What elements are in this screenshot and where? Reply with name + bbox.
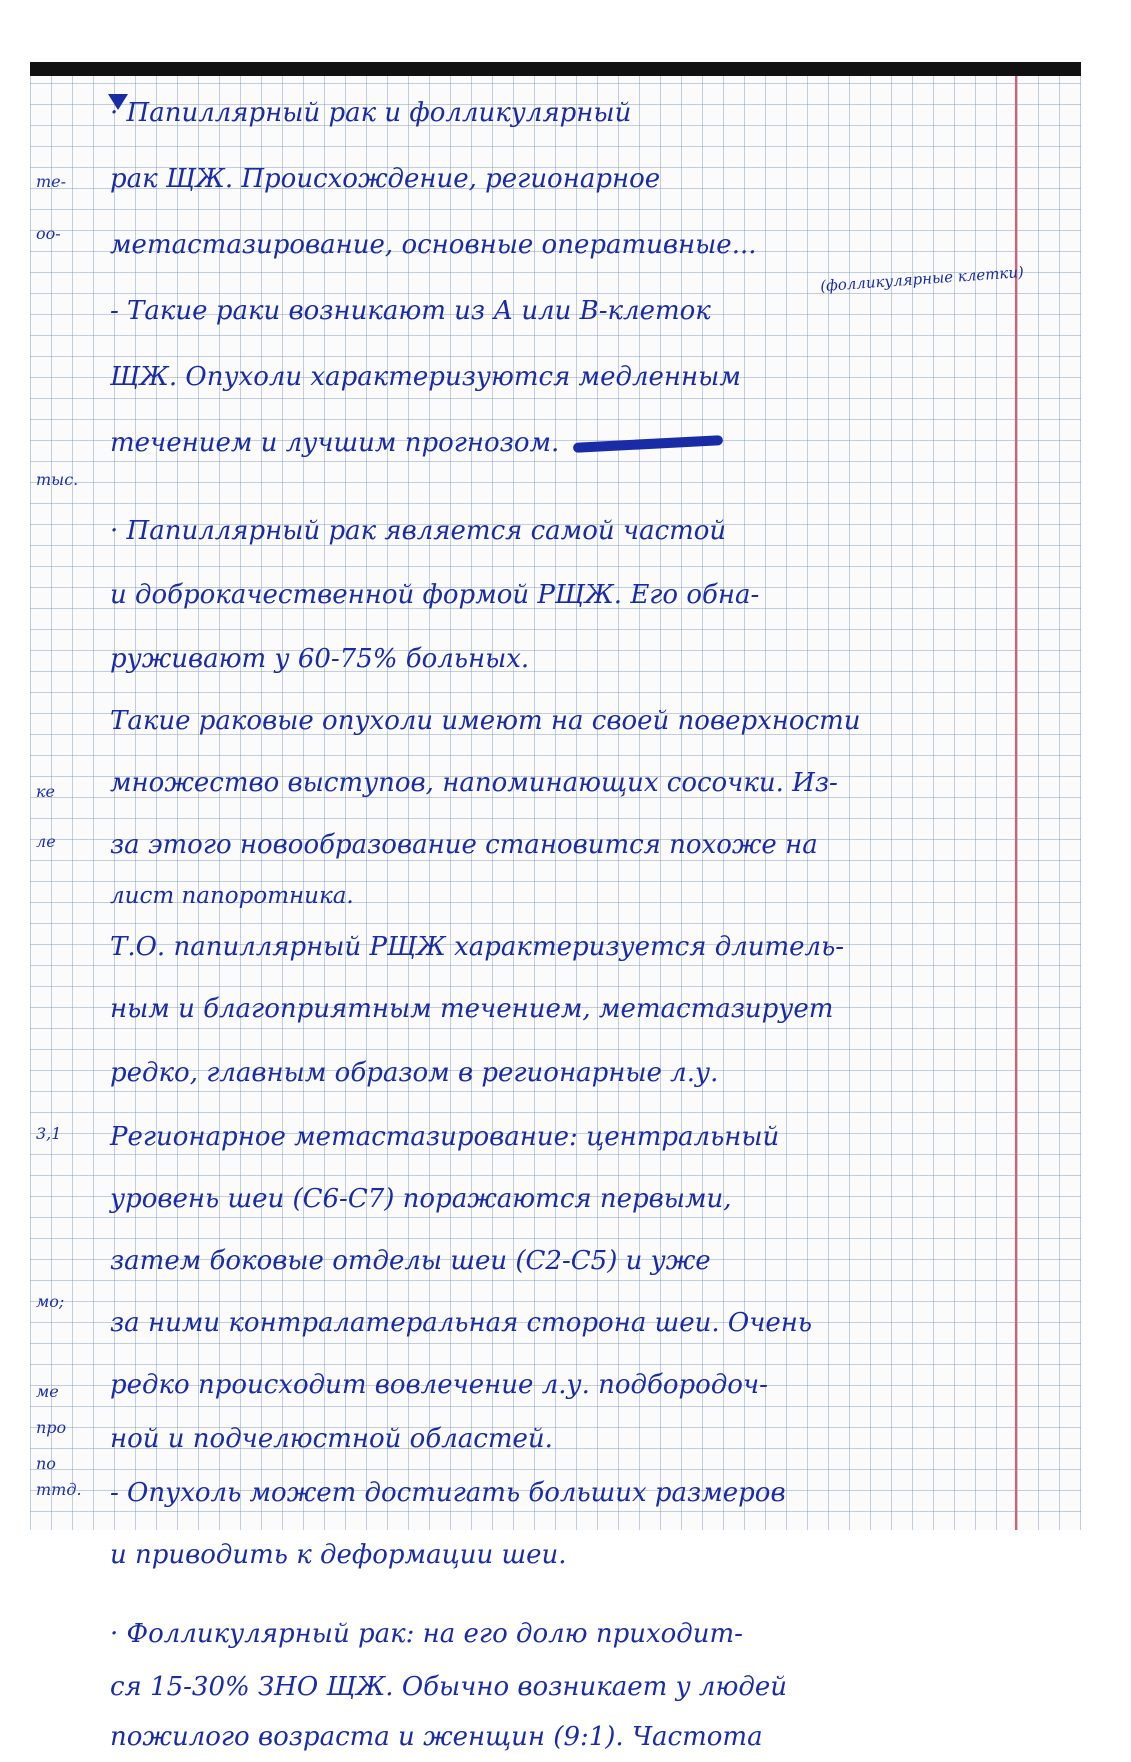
text-line: за ними контралатеральная сторона шеи. Очень (110, 1308, 813, 1338)
text-line: пожилого возраста и женщин (9:1). Частота (110, 1722, 763, 1752)
text-line: редко происходит вовлечение л.у. подбородоч- (110, 1370, 768, 1400)
text-line: затем боковые отделы шеи (C2-C5) и уже (110, 1246, 711, 1276)
strikeout-scribble (573, 435, 723, 453)
margin-note: ме (36, 1382, 59, 1401)
handwritten-text (100, 80, 1025, 1762)
text-line: редко, главным образом в регионарные л.у. (110, 1058, 719, 1088)
margin-note: тыс. (36, 470, 79, 489)
text-line: · Папиллярный рак является самой частой (110, 516, 727, 546)
text-line: за этого новообразование становится похоже на (110, 830, 818, 860)
paper-top-edge (30, 62, 1081, 76)
text-line: множество выступов, напоминающих сосочки. Из- (110, 768, 838, 798)
text-line: уровень шеи (C6-C7) поражаются первыми, (110, 1184, 732, 1214)
handwritten-annotation: (фолликулярные клетки) (819, 262, 1025, 296)
text-line: - Такие раки возникают из А или В-клеток (110, 296, 711, 326)
margin-note: оо- (36, 224, 61, 243)
text-line: · Папиллярный рак и фолликулярный (110, 98, 632, 128)
margin-note: те- (36, 172, 67, 191)
margin-note: ле (36, 832, 56, 851)
text-line: ным и благоприятным течением, метастазирует (110, 994, 834, 1024)
text-line: ной и подчелюстной областей. (110, 1424, 553, 1454)
margin-note: по (36, 1454, 56, 1473)
text-segment: течением и лучшим прогнозом. (110, 428, 560, 458)
margin-line (1015, 62, 1017, 1530)
text-line (100, 410, 1005, 476)
text-line: лист папоротника. (110, 883, 354, 909)
scan-background (0, 0, 1131, 62)
text-line: Т.О. папиллярный РЩЖ характеризуется длитель- (110, 932, 845, 962)
margin-note: ттд. (36, 1480, 82, 1499)
margin-note: мо; (36, 1292, 65, 1311)
text-line: ЩЖ. Опухоли характеризуются медленным (110, 362, 741, 392)
margin-note: про (36, 1418, 67, 1437)
text-line: Такие раковые опухоли имеют на своей поверхности (110, 706, 861, 736)
text-line: - Опухоль может достигать больших размеров (110, 1478, 786, 1508)
text-line: метастазирование, основные оперативные... (110, 230, 757, 260)
text-line: руживают у 60-75% больных. (110, 644, 530, 674)
text-line: рак ЩЖ. Происхождение, регионарное (110, 164, 661, 194)
text-line: · Фолликулярный рак: на его долю приходит- (110, 1619, 743, 1649)
margin-note: 3,1 (36, 1124, 62, 1143)
text-line: ся 15-30% ЗНО ЩЖ. Обычно возникает у людей (110, 1672, 787, 1702)
text-line: и приводить к деформации шеи. (110, 1540, 567, 1570)
margin-note: ке (36, 782, 56, 801)
text-line: Регионарное метастазирование: центральный (110, 1122, 780, 1152)
text-line: и доброкачественной формой РЩЖ. Его обна- (110, 580, 760, 610)
left-margin (30, 62, 100, 1530)
notebook-page (30, 62, 1081, 1752)
